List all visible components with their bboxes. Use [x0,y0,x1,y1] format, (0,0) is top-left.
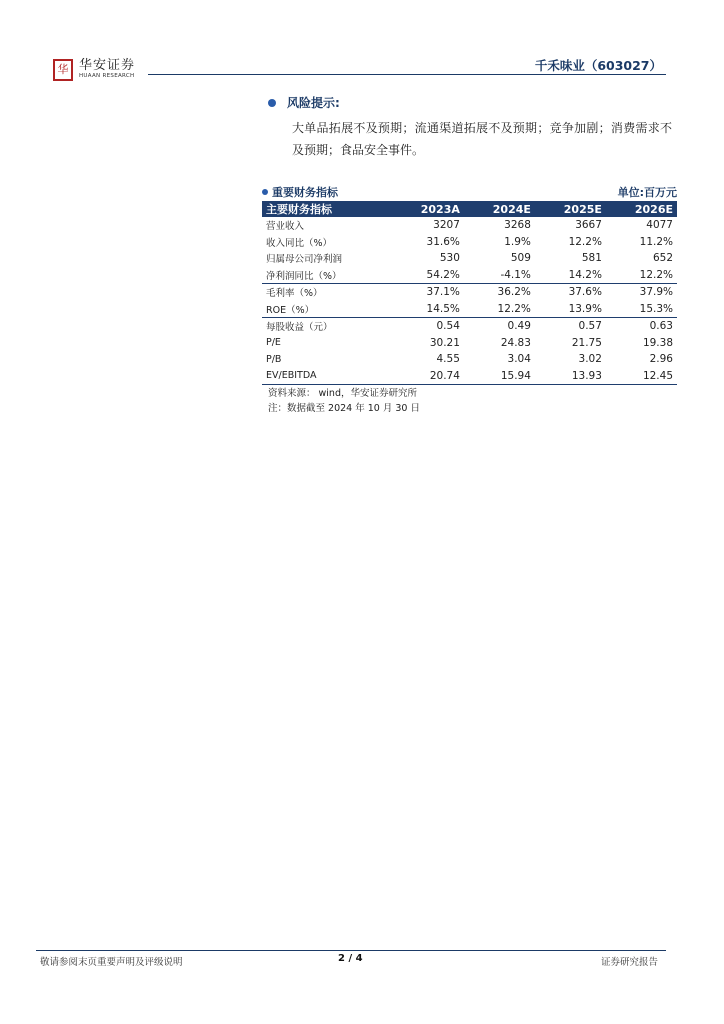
risk-title: 风险提示: [287,96,340,110]
table-cell: 509 [510,252,531,265]
bullet-icon [262,189,268,195]
data-note: 注：数据截至 2024 年 10 月 30 日 [268,403,420,414]
footer-divider [36,950,666,951]
row-label: ROE（%） [266,304,315,316]
table-cell: 12.2% [497,302,531,315]
table-cell: -4.1% [500,268,531,281]
table-row [262,335,677,352]
financial-table-section [262,184,677,416]
table-cell: 21.75 [571,336,602,349]
table-cell: 36.2% [464,284,535,301]
table-cell: 0.54 [391,318,464,335]
table-cell: 0.63 [606,318,677,335]
bullet-icon [268,99,276,107]
table-cell: 1.9% [504,235,531,248]
table-cell: 11.2% [639,235,673,248]
logo-seal-icon: 华 [53,59,73,81]
row-label: EV/EBITDA [262,368,391,385]
page-number: 2 / 4 [338,953,363,964]
table-cell: 14.2% [568,268,602,281]
table-cell: 581 [581,252,602,265]
table-cell: 3268 [504,219,531,232]
header-divider [148,74,666,75]
table-cell: 15.3% [639,302,673,315]
financial-table-unit: 单位:百万元 [617,185,677,199]
table-cell: 37.6% [535,284,606,301]
row-label: 毛利率（%） [262,284,391,301]
table-cell: 37.9% [606,284,677,301]
row-label: P/B [266,353,282,365]
row-label: P/E [266,337,281,349]
table-header-row [262,201,677,217]
table-cell: 4077 [646,219,673,232]
table-row [262,301,677,318]
table-cell: 530 [439,252,460,265]
table-cell: 54.2% [426,268,460,281]
table-cell: 12.2% [639,268,673,281]
logo-name: 华安证券 [79,58,136,73]
footer-report-type: 证券研究报告 [600,957,658,968]
table-cell: 12.45 [606,368,677,385]
column-header: 2023A [391,201,464,217]
table-cell: 12.2% [568,235,602,248]
row-label: 每股收益（元） [262,318,391,335]
table-cell: 3.02 [578,353,602,366]
table-cell: 4.55 [436,353,460,366]
table-row [262,368,677,385]
table-row [262,284,677,301]
column-header: 主要财务指标 [262,201,391,217]
column-header: 2026E [606,201,677,217]
table-cell: 13.93 [535,368,606,385]
company-logo [53,59,135,81]
footer-disclaimer: 敬请参阅末页重要声明及评级说明 [40,957,183,968]
table-cell: 3667 [575,219,602,232]
row-label: 归属母公司净利润 [266,254,343,266]
financial-table-title: 重要财务指标 [262,184,338,200]
row-label: 营业收入 [266,221,305,233]
data-source: 资料来源： wind，华安证券研究所 [268,388,417,399]
table-row [262,267,677,284]
table-cell: 652 [652,252,673,265]
table-row [262,234,677,251]
column-header: 2025E [535,201,606,217]
table-cell: 0.49 [464,318,535,335]
table-row [262,250,677,267]
table-cell: 14.5% [426,302,460,315]
table-row [262,217,677,234]
table-cell: 3207 [433,219,460,232]
table-cell: 19.38 [642,336,673,349]
report-title: 千禾味业（603027） [534,58,662,73]
risk-body: 大单品拓展不及预期；流通渠道拓展不及预期；竞争加剧；消费需求不及预期；食品安全事件。 [292,121,672,157]
financial-table [262,201,677,385]
table-cell: 31.6% [426,235,460,248]
table-cell: 20.74 [391,368,464,385]
table-row [262,318,677,335]
table-cell: 37.1% [391,284,464,301]
table-cell: 24.83 [500,336,531,349]
row-label: 净利润同比（%） [266,270,342,282]
table-cell: 0.57 [535,318,606,335]
table-row [262,351,677,368]
column-header: 2024E [464,201,535,217]
table-cell: 15.94 [464,368,535,385]
table-cell: 30.21 [429,336,460,349]
table-cell: 3.04 [507,353,531,366]
row-label: 收入同比（%） [266,237,333,249]
table-cell: 2.96 [649,353,673,366]
risk-section [268,92,672,161]
table-cell: 13.9% [568,302,602,315]
logo-english: HUAAN RESEARCH [79,73,135,79]
